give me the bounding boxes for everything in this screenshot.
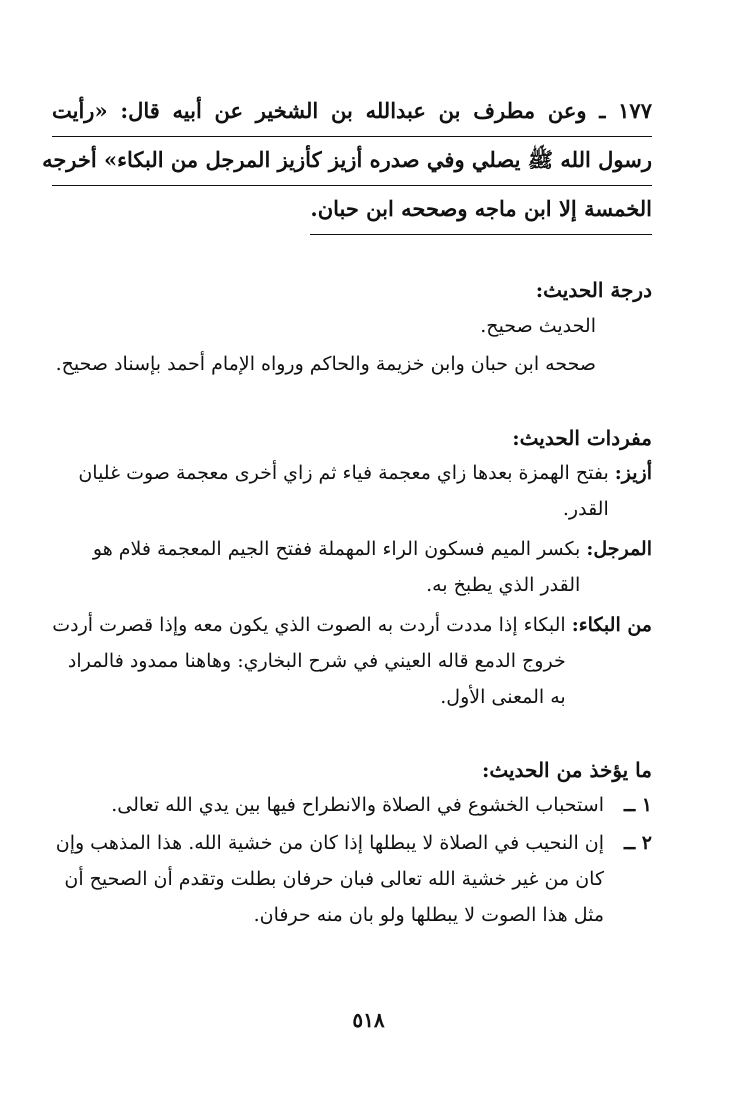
vocab-item xyxy=(52,455,652,527)
vocab-term: أزيز: xyxy=(614,462,652,484)
vocab-term: من البكاء: xyxy=(571,614,652,636)
vocab-definition: بفتح الهمزة بعدها زاي معجمة فياء ثم زاي أخرى معجمة صوت غليان القدر. xyxy=(78,462,609,520)
hadith-line-3: الخمسة إلا ابن ماجه وصححه ابن حبان. xyxy=(310,186,652,235)
page-content xyxy=(42,88,652,935)
vocab-term: المرجل: xyxy=(586,538,652,560)
grade-heading: درجة الحديث: xyxy=(535,278,652,302)
hadith-line-2: رسول الله ﷺ يصلي وفي صدره أزيز كأزيز المرجل من البكاء» أخرجه xyxy=(52,137,652,186)
vocab-heading: مفردات الحديث: xyxy=(512,426,652,450)
vocab-definition: بكسر الميم فسكون الراء المهملة ففتح الجيم المعجمة فلام هو القدر الذي يطبخ به. xyxy=(92,538,581,596)
lesson-item xyxy=(52,825,652,933)
lesson-number: ٢ ــ xyxy=(624,832,652,854)
grade-line-1: الحديث صحيح. xyxy=(480,315,596,337)
vocab-item xyxy=(52,531,652,603)
vocab-definition: البكاء إذا مددت أردت به الصوت الذي يكون معه وإذا قصرت أردت خروج الدمع قاله العيني في شرح البخاري: وهاهنا ممدود فالمراد به المعنى الأول. xyxy=(52,614,566,708)
page-number: ٥١٨ xyxy=(352,1008,385,1032)
lessons-section xyxy=(52,753,652,933)
vocab-section xyxy=(52,421,652,715)
grade-line-2: صححه ابن حبان وابن خزيمة والحاكم ورواه الإمام أحمد بإسناد صحيح. xyxy=(55,353,596,375)
lesson-number: ١ ــ xyxy=(624,794,652,816)
grade-section xyxy=(52,273,652,383)
hadith-text xyxy=(42,88,652,235)
hadith-line-1: ١٧٧ ـ وعن مطرف بن عبدالله بن الشخير عن أبيه قال: «رأيت xyxy=(52,88,652,137)
vocab-item xyxy=(52,607,652,715)
lesson-text: استحباب الخشوع في الصلاة والانطراح فيها بين يدي الله تعالى. xyxy=(111,794,604,816)
lesson-text: إن النحيب في الصلاة لا يبطلها إذا كان من خشية الله. هذا المذهب وإن كان من غير خشية الله تعالى فبان حرفان بطلت وتقدم أن الصحيح أن مثل هذا الصوت لا يبطلها ولو بان منه حرفان. xyxy=(55,832,604,926)
lessons-heading: ما يؤخذ من الحديث: xyxy=(481,758,652,782)
lesson-item xyxy=(52,787,652,823)
